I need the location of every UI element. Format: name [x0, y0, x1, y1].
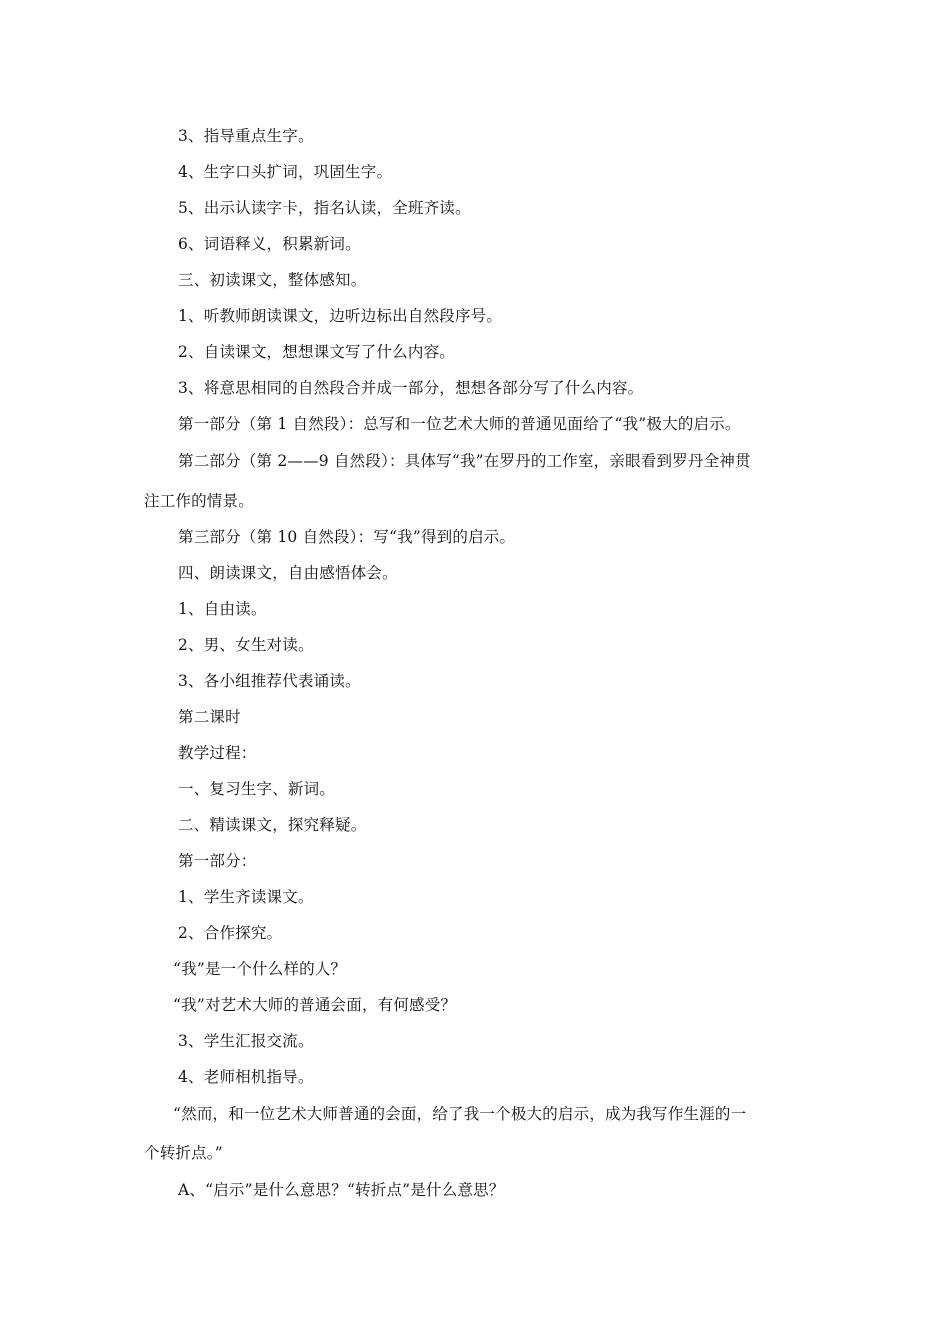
section-heading: 四、朗读课文，自由感悟体会。 [178, 564, 398, 582]
text-line: 教学过程： [178, 744, 257, 762]
text-line: 一、复习生字、新词。 [178, 780, 336, 798]
text-line: 二、精读课文，探究释疑。 [178, 816, 367, 834]
text-line: 6、词语释义，积累新词。 [178, 235, 361, 253]
section-heading: 三、初读课文，整体感知。 [178, 271, 367, 289]
text-line: 3、指导重点生字。 [178, 127, 314, 145]
text-line: 3、将意思相同的自然段合并成一部分，想想各部分写了什么内容。 [178, 379, 644, 397]
text-line: “然而，和一位艺术大师普通的会面，给了我一个极大的启示，成为我写作生涯的一 [173, 1105, 747, 1123]
text-line: 3、各小组推荐代表诵读。 [178, 672, 361, 690]
text-line: 第二部分（第 2——9 自然段）：具体写“我”在罗丹的工作室，亲眼看到罗丹全神贯 [178, 452, 751, 470]
text-line: 1、自由读。 [178, 600, 267, 618]
text-line: 第一部分： [178, 852, 257, 870]
text-line: 2、合作探究。 [178, 924, 283, 942]
text-line: 3、学生汇报交流。 [178, 1032, 314, 1050]
text-line: 1、听教师朗读课文，边听边标出自然段序号。 [178, 307, 503, 325]
text-line: 2、自读课文，想想课文写了什么内容。 [178, 343, 455, 361]
text-line: 2、男、女生对读。 [178, 636, 314, 654]
text-line: 个转折点。” [144, 1144, 223, 1162]
section-heading: 第二课时 [178, 708, 241, 726]
text-line: 第一部分（第 1 自然段）：总写和一位艺术大师的普通见面给了“我”极大的启示。 [178, 415, 741, 433]
text-line: 4、生字口头扩词，巩固生字。 [178, 163, 393, 181]
text-line: “我”对艺术大师的普通会面，有何感受？ [173, 996, 457, 1014]
text-line: 第三部分（第 10 自然段）：写“我”得到的启示。 [178, 528, 516, 546]
text-line: A、“启示”是什么意思？“转折点”是什么意思？ [178, 1181, 505, 1199]
text-line: 注工作的情景。 [144, 492, 254, 510]
text-line: “我”是一个什么样的人？ [173, 960, 347, 978]
text-line: 5、出示认读字卡，指名认读，全班齐读。 [178, 199, 471, 217]
text-line: 1、学生齐读课文。 [178, 888, 314, 906]
text-line: 4、老师相机指导。 [178, 1068, 314, 1086]
